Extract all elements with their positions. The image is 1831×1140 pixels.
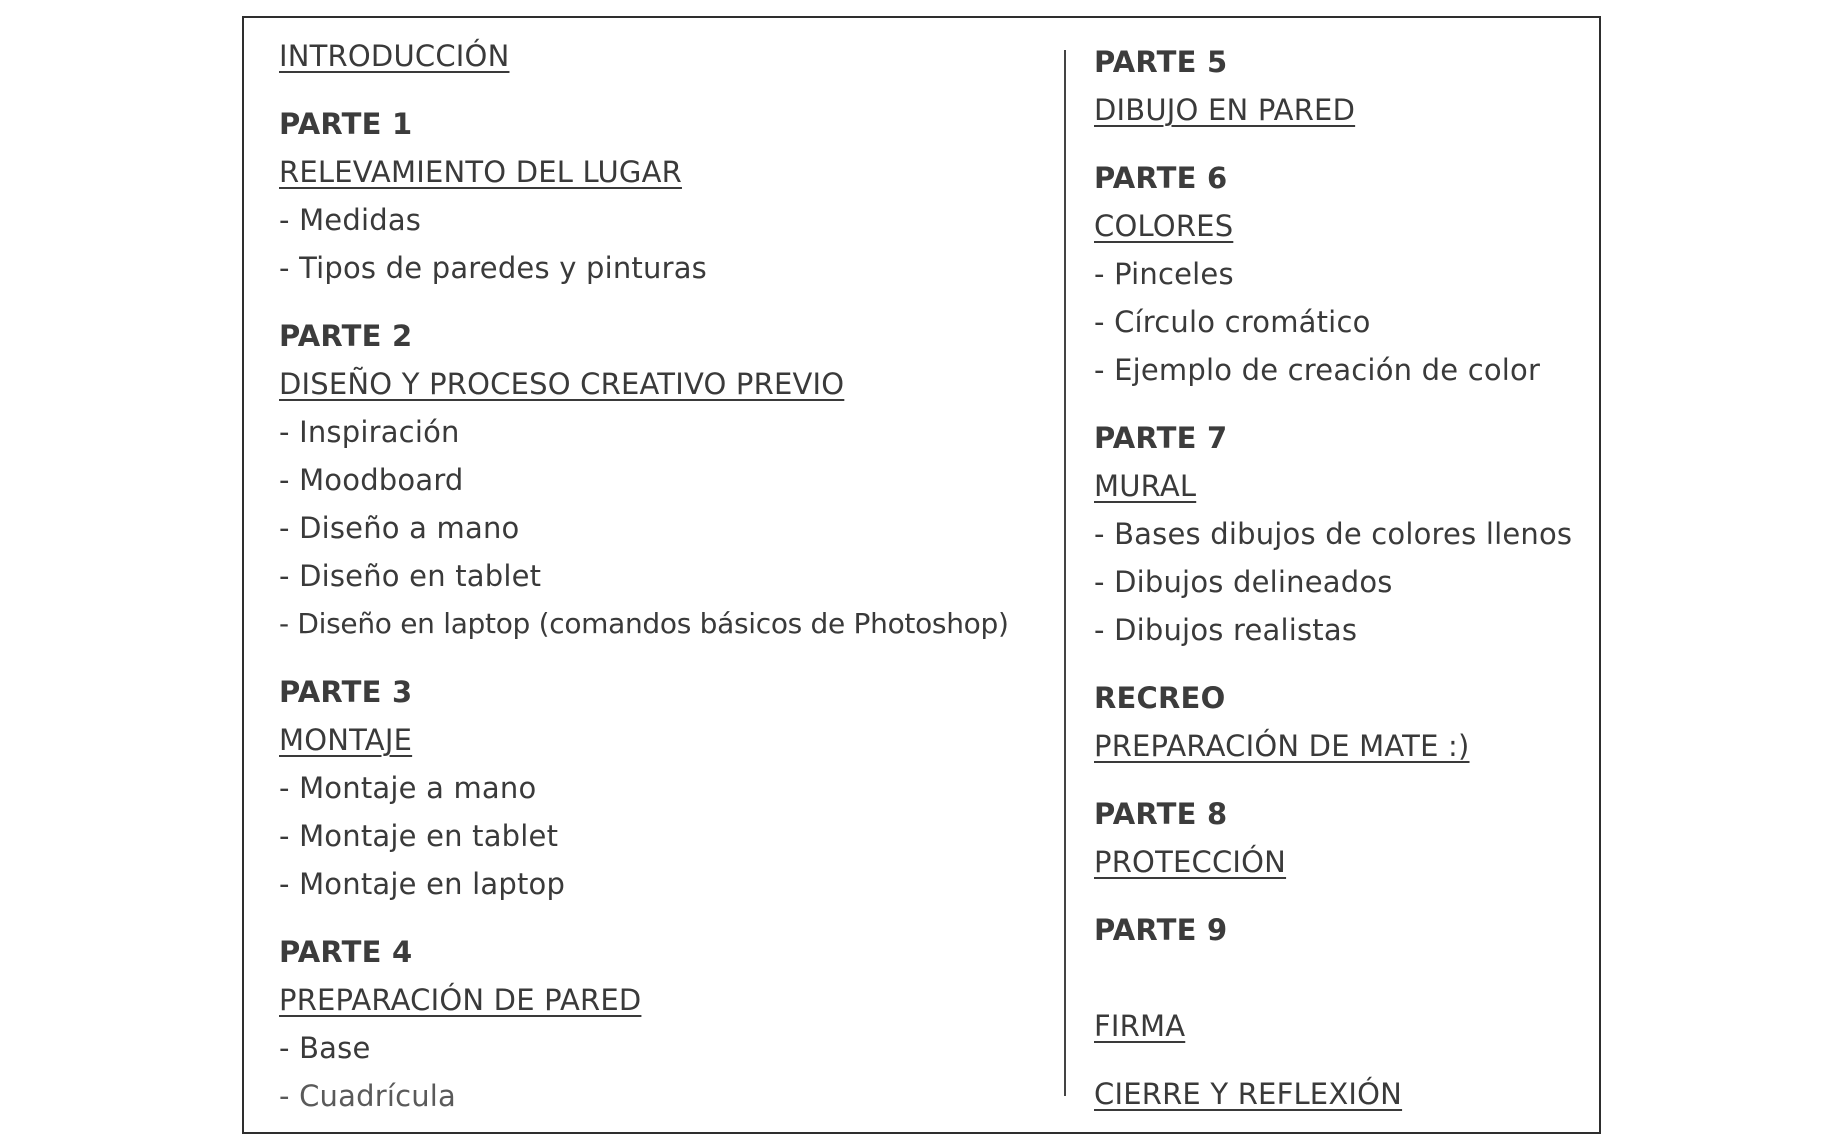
parte3-title: MONTAJE (279, 723, 413, 757)
list-item: - Inspiración (279, 415, 460, 449)
list-item: - Moodboard (279, 463, 464, 497)
list-item: - Dibujos delineados (1094, 565, 1393, 599)
list-item: - Diseño a mano (279, 511, 520, 545)
parte5-heading: PARTE 5 (1094, 45, 1228, 79)
parte3-heading: PARTE 3 (279, 675, 413, 709)
parte5-title: DIBUJO EN PARED (1094, 93, 1356, 127)
parte1-heading: PARTE 1 (279, 107, 413, 141)
list-item: - Montaje en laptop (279, 867, 566, 901)
parte6-title: COLORES (1094, 209, 1234, 243)
list-item: - Bases dibujos de colores llenos (1094, 517, 1573, 551)
parte9-heading: PARTE 9 (1094, 913, 1228, 947)
parte7-title: MURAL (1094, 469, 1197, 503)
parte7-heading: PARTE 7 (1094, 421, 1228, 455)
list-item: - Montaje a mano (279, 771, 537, 805)
list-item: - Diseño en tablet (279, 559, 542, 593)
list-item: - Tipos de paredes y pinturas (279, 251, 707, 285)
recreo-title: PREPARACIÓN DE MATE :) (1094, 729, 1470, 763)
parte2-heading: PARTE 2 (279, 319, 413, 353)
list-item: - Pinceles (1094, 257, 1234, 291)
parte4-heading: PARTE 4 (279, 935, 413, 969)
cierre-title: CIERRE Y REFLEXIÓN (1094, 1077, 1403, 1111)
list-item: - Círculo cromático (1094, 305, 1371, 339)
list-item: - Ejemplo de creación de color (1094, 353, 1541, 387)
list-item: - Cuadrícula (279, 1079, 457, 1113)
parte6-heading: PARTE 6 (1094, 161, 1228, 195)
parte2-title: DISEÑO Y PROCESO CREATIVO PREVIO (279, 367, 845, 401)
intro-title: INTRODUCCIÓN (279, 39, 510, 73)
list-item: - Medidas (279, 203, 422, 237)
parte1-title: RELEVAMIENTO DEL LUGAR (279, 155, 682, 189)
recreo-heading: RECREO (1094, 681, 1226, 715)
list-item: - Diseño en laptop (comandos básicos de Photoshop) (279, 607, 1009, 640)
list-item: - Montaje en tablet (279, 819, 559, 853)
parte4-title: PREPARACIÓN DE PARED (279, 983, 642, 1017)
parte8-heading: PARTE 8 (1094, 797, 1228, 831)
list-item: - Dibujos realistas (1094, 613, 1358, 647)
parte8-title: PROTECCIÓN (1094, 845, 1287, 879)
firma-title: FIRMA (1094, 1009, 1186, 1043)
column-divider (1064, 50, 1066, 1096)
list-item: - Base (279, 1031, 371, 1065)
